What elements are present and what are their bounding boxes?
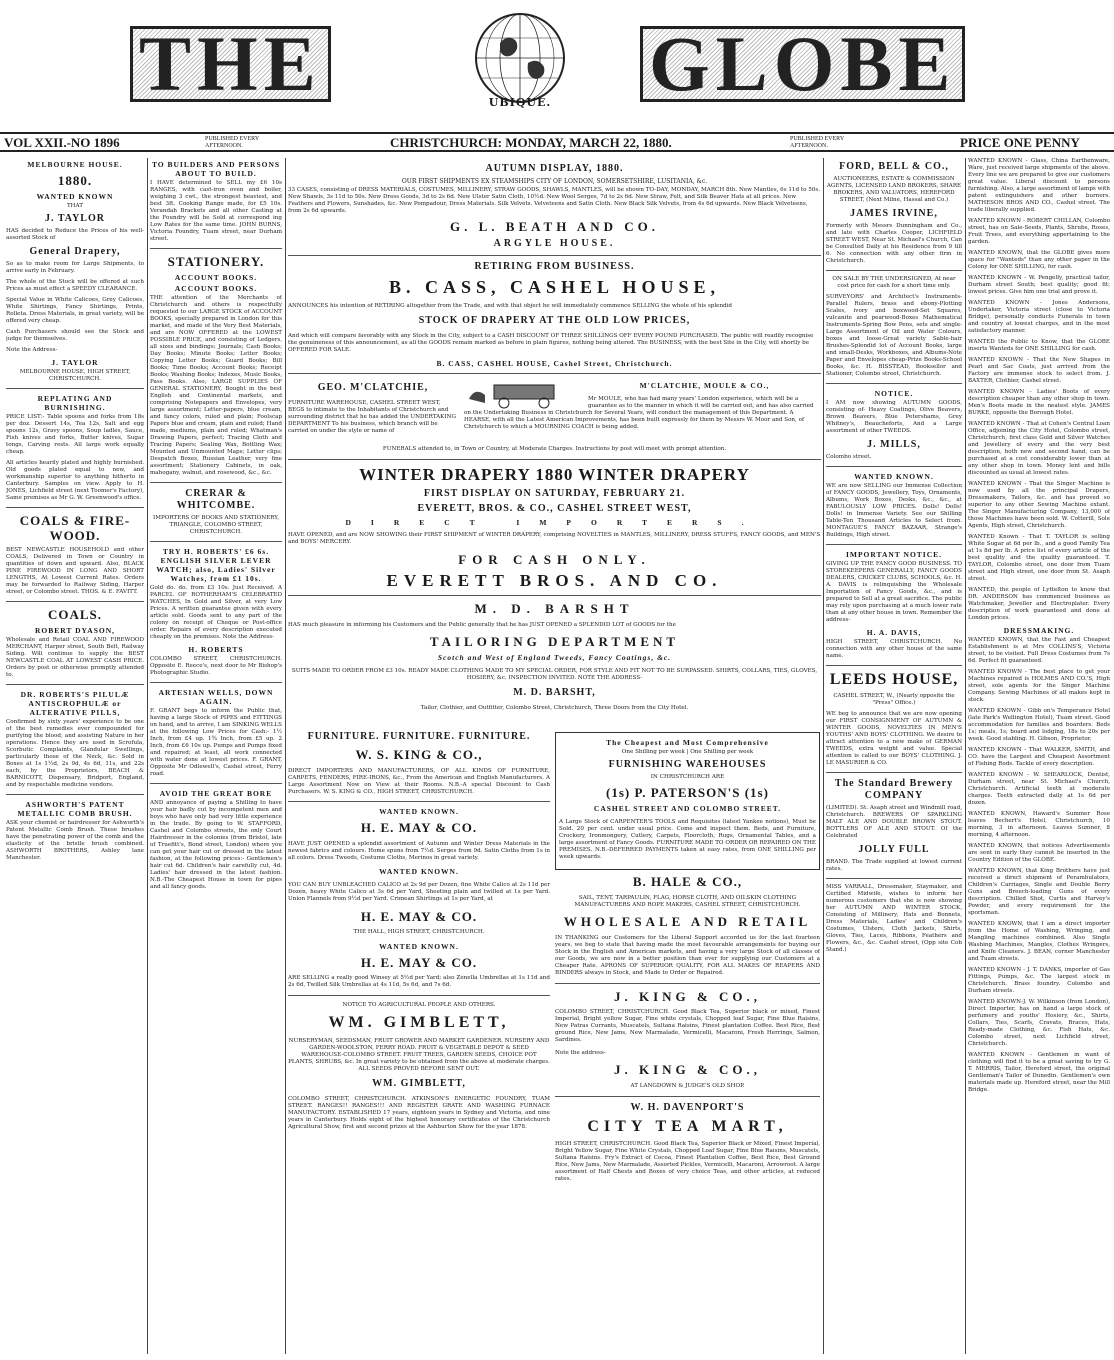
ad-text: YOU CAN BUY UNBLEACHED CALICO at 2s 9d per Dozen, fine White Calico at 2s 11d per Dozen, heavy White Calico at 3s 6d per Yard, Sheeting plain and twilled at 1s per Yard. Union Flannels from 9½d per Yard. Crimean Shirtings at 1s per Yard, at bbox=[288, 881, 550, 902]
wanted-notice: WANTED KNOWN - That the Singer Machine is now used by all the principal Drapers, Dressmakers, Tailors, &c. and has proved so superior to any other Sewing Machine extant. The Singer Manufacturing Company, 13,000 of those Machines have been sold. W. Cotterill, Sole Agents, High street, Christchurch. bbox=[968, 481, 1110, 529]
ad-heading: WANTED KNOWN. bbox=[379, 807, 459, 817]
ad-heading: H. E. MAY & CO. bbox=[360, 820, 478, 836]
ad-heading: WM. GIMBLETT, bbox=[372, 1078, 466, 1090]
ad-text: The whole of the Stock will be offered at such Prices as must effect a SPEEDY CLEARANCE. bbox=[6, 279, 144, 292]
ad-heading: JOLLY FULL bbox=[858, 844, 930, 855]
ad-heading: CRERAR & WHITCOMBE. bbox=[176, 488, 256, 511]
ad-heading: WHOLESALE AND RETAIL bbox=[563, 914, 812, 930]
ad-heading: ROBERT DYASON, bbox=[34, 626, 115, 635]
ad-heading: H. E. MAY & CO. bbox=[360, 954, 478, 970]
wanted-notice: WANTED KNOWN - W. SHEARLOCK, Dentist, Durham street, near St. Michael's Church, Christchurch. Artificial teeth at moderate charges. Teeth extracted daily at 1s 6d per dozen. bbox=[968, 772, 1110, 806]
wanted-notice: WANTED KNOWN-J. W. Wilkinson (from London), Direct Importer, has on hand a large stock of perfumery and youths' Hosiery, &c., Shirts, Collars, Ties, Scarfs, Cravats, Braces, Hats, Ready-made Clothing, &c. Fish Hats, &c. Colombo street, next Lichfield street, Christchurch. bbox=[968, 999, 1110, 1047]
wanted-notice: WANTED the Public to Know, that the GLOBE inserts Wanteds for ONE SHILLING for cash. bbox=[968, 339, 1110, 352]
ad-text: THE attention of the Merchants of Christchurch and others is respectfully requested to our LARGE STOCK of ACCOUNT BOOKS, specially prepared in London for this market, and made of the Very Best Materials, and are NOW OFFERED at the LOWEST POSSIBLE PRICE, and consisting of Ledgers, all sizes and bindings; Journals; Cash Books; Day Books; Minute Books; Letter Books; Copying Letter Books; Guard Books; Bill Books; Time Books; Account Books; Receipt Books; Washing Books; Indexes, Music Books, Pass Books. Also, LARGE SUPPLIES OF GENERAL STATIONERY, Bought in the best English and Continental markets, and comprising Notepapers and Envelopes, very large assortment; Letter-papers, blue cream, and fancy colors, ruled and plain; Foolscap Papers blue and cream, plain and ruled; Hand made, mediums, plain and ruled; Whatman's Drawing Papers, perfect; Tracing Cloth and Tracing Papers; Sealing Wax, Bottling Wax; Mounted and Unmounted Maps; Letter clips; Despatch Boxes, Russian Leather, very fine assortment; Stationery Cabinets, in oak, mahogany, walnut, and rosewood, &c., &c. bbox=[150, 295, 282, 476]
ad-text: HIGH STREET, CHRISTCHURCH. Good Black Tea, Superior Black or Mixed, Finest Imperial, Bright Yellow Sugar, Fine White Crystals, Chopped Loaf Sugar, Fine Blue Raisins, Muscatels, Sultana Raisins. Fry's Extract of Cocoa, Finest Plantation Coffee, Best Rice, Best Ground Rice, New Jams, New Marmalade, Assorted Pickles, Vermicelli, Macaroni, Arrowroot. A large assortment of Half Chests and Boxes of very choice Teas, and other articles, at reduced rates. bbox=[555, 1141, 820, 1183]
ad-heading: The Cheapest and Most Comprehensive bbox=[606, 738, 769, 747]
column-rule bbox=[285, 158, 286, 1354]
ad-text: AT LANGDOWN & JUDGE'S OLD SHOP. bbox=[630, 1082, 745, 1089]
ad-text: (LIMITED). St. Asaph street and Windmill road, Christchurch. BREWERS OF SPARKLING MALT ALE AND DOUBLE BROWN STOUT. BOTTLERS OF ALE AND STOUT. Of the Celebrated bbox=[826, 805, 962, 839]
ad-text: So as to make room for Large Shipments, to arrive early in February. bbox=[6, 261, 144, 274]
ad-text: CASHEL STREET, W., (Nearly opposite the "Press" Office.) bbox=[833, 693, 955, 706]
ad-heading: TAILORING DEPARTMENT bbox=[429, 634, 680, 650]
ad-heading: MELBOURNE HOUSE. bbox=[27, 160, 123, 169]
masthead-word-right bbox=[640, 20, 1100, 107]
wanted-notice: WANTED KNOWN - That at Cohen's Central Loan Office, adjoining the City Hotel, Colombo street, Christchurch, first class Gold and Silver Watches and Jewellery of every and the very best description, both new and second hand, can be purchased at a cost considerably lower than at any other shop in town. Money lent and bills discounted as usual at lowest rates. bbox=[968, 421, 1110, 476]
ad-heading: W. H. DAVENPORT'S bbox=[630, 1101, 745, 1113]
ad-heading: H. ROBERTS bbox=[188, 645, 244, 654]
wanted-notice: WANTED KNOWN - That WALKER, SMITH, and CO. have the Largest and Cheapest Assortment of Fishing Rods. Tackle of every description. bbox=[968, 747, 1110, 767]
ad-text: Formerly with Messrs Dunningham and Co., and late with Charles Cooper, LICHFIELD STREET WEST, Near St. Michael's Church, Can be Consulted Daily at his Residence from 9 till 6. No connection with any other firm in Christchurch. bbox=[826, 223, 962, 264]
column-2 bbox=[150, 158, 282, 1354]
column-3-lower bbox=[288, 728, 550, 1354]
ad-heading: TRY H. ROBERTS' £6 6s. ENGLISH SILVER LEVER WATCH; also, Ladies' Silver Watches, from £1 10s. bbox=[156, 547, 276, 583]
ad-heading: IMPORTANT NOTICE. bbox=[845, 550, 943, 559]
masthead-word-left bbox=[130, 20, 450, 107]
ad-text: MISS VARRALL, Dressmaker, Staymaker, and Certified Midwife, wishes to inform her numerous customers that she is now showing her AUTUMN AND WINTER STOCK, Consisting of Millinery, Hats and Bonnets, Dress Materials, Ladies' and Children's Costumes, Ulsters, Cloth Jackets, Shirts, Gloves, Ties, Laces, Ribbons, Feathers and Flowers, &c., &c. Cashel street, (Opp site Cob Stand.) bbox=[826, 884, 962, 953]
wanted-notice: WANTED KNOWN - Ladies' Boots of every description cheaper than any other shop in town. Men's Boots made in the neatest style. JAMES BURKE, opposite the Borough Hotel. bbox=[968, 389, 1110, 416]
ad-text: SAIL, TENT, TARPAULIN, FLAG, HORSE CLOTH, AND OILSKIN CLOTHING MANUFACTURERS AND ROPE MAKERS, CASHEL STREET, CHRISTCHURCH. bbox=[574, 894, 801, 908]
volume-number: VOL XXII.-NO 1896 bbox=[4, 135, 120, 150]
ad-text: COLOMBO STREET, CHRISTCHURCH. ATKINSON'S ENERGETIC FOUNDRY, TUAM STREET. RANGES!! RANGES!!! AND REGISTER GRATE AND WASHING FURNACE MANUFACTORY. ESTABLISHED 17 years, eighteen years in Sydney and Victoria, and nine years in Canterbury. Holds eight of the highest honorary certificates of the Christchurch Agricultural Show, first and second prizes at the Ashburton Show for the year 1878. bbox=[288, 1095, 550, 1130]
price: PRICE ONE PENNY bbox=[960, 135, 1080, 150]
ad-text: GIVING UP THE FANCY GOOD BUSINESS. TO STOREKEEPERS GENERALLY, FANCY GOODS DEALERS, CRICKET CLUBS, SCHOOLS, &c. H. A. DAVIS is relinquishing the Wholesale Importation of Fancy Goods, &c., and is prepared to Sell at a great sacrifice. The public may rely upon purchasing at a much lower rate than at any other house in town. Remember the address- bbox=[826, 561, 962, 623]
ad-heading: NOTICE. bbox=[874, 389, 914, 398]
ad-heading: RETIRING FROM BUSINESS. bbox=[474, 261, 635, 272]
ad-text: IN THANKING our Customers for the Liberal Support accorded us for the last fourteen years, we beg to state that having made the most favourable arrangements for buying our Stock in the English and American markets, and having a very large Stock of all classes of our Goods, we are now in a better position than ever for supplying our Customers at a Cheaper Rate. APRONS OF SUPERIOR QUALITY, FOR ALL MAKES OF REAPERS AND BINDERS always in Stock, and Made to Order or Repaired. bbox=[555, 934, 820, 976]
ad-text: AND annoyance of paying a Shilling to have your hair badly cut by incompetent men and boys who have only had very little experience in the trade. By going to W. STAFFORD, Cashel and Colombo streets, the only Court Hairdresser in the colonies (from Bristol, late of Truefitt's, Bond street, London) where you can get your hair cut or dressed in the latest fashion, at the following prices:- Gentlemen's hair cut 6d. Children's hair carefully cut, 4d. Ladies' hair dressed in the latest fashion. N.B.-The Cheapest House in town for pipes and all fancy goods. bbox=[150, 800, 282, 890]
ad-heading: H. A. DAVIS, bbox=[866, 628, 922, 637]
wanted-notice: WANTED KNOWN, that the GLOBE gives more space for "Wanteds" than any other paper in the Colony for ONE SHILLING, for cash. bbox=[968, 250, 1110, 270]
ad-text: FUNERALS attended to, in Town or Country, at Moderate Charges. Instructions by post will meet with prompt attention. bbox=[382, 446, 727, 453]
ad-text: HIGH STREET, CHRISTCHURCH. No connection with any other house of the same name. bbox=[826, 639, 962, 659]
ad-text: Note the address- bbox=[555, 1049, 606, 1056]
ad-heading: H. E. MAY & CO. bbox=[360, 908, 478, 924]
ad-heading: EVERETT BROS. AND CO. bbox=[386, 570, 723, 590]
ad-heading: GEO. M'CLATCHIE, bbox=[317, 382, 429, 394]
ad-heading: ASHWORTH'S PATENT METALLIC COMB BRUSH. bbox=[17, 800, 133, 818]
ad-heading: CASHEL STREET AND COLOMBO STREET. bbox=[593, 804, 782, 813]
ad-text: AUCTIONEERS, ESTATE & COMMISSION AGENTS, LICENSED LAND BROKERS, SHARE BROKERS, AND VALUATORS, HEREFORD STREET, (Next Milne, Hassal and Co.) bbox=[826, 176, 962, 203]
wanted-notice: WANTED KNOWN, that notices Advertisements are sent in early they cannot be inserted in the Country Edition of the GLOBE. bbox=[968, 843, 1110, 863]
wanted-notice: WANTED KNOWN, that King Brothers have just received a direct shipment of Perambulators, Children's Carriages, Single and Double Berry Guns and Breech-loading Guns of every description. Chilled Shot, Curtis and Harvey's Powder, and every requirement for the sportsman. bbox=[968, 868, 1110, 916]
ad-text: BRAND. The Trade supplied at lowest current rates. bbox=[826, 859, 962, 872]
ad-text: WE beg to announce that we are now opening our FIRST CONSIGNMENT OF AUTUMN & WINTER GOODS, NOVELTIES IN MEN'S YOUTHS' AND BOYS' CLOTHING. We desire to attract attention to a new make of GERMAN TWEEDS, extra weight and value. Special attention is called to our BOYS' CLOTHING. J. LE MASURIER & CO. bbox=[826, 711, 962, 766]
masthead-motto: UBIQUE. bbox=[488, 96, 552, 109]
ad-text: And which will compare favorably with any Stock in the City, subject to a CASH DISCOUNT OF THREE SHILLINGS OFF EVERY POUND PURCHASED. The public will readily recognise the genuineness of this announcement, as all the GOODS remain marked as before in plain figures, nothing being altered. The BUSINESS, with the best Site in the City, will shortly be OFFERED FOR SALE. bbox=[288, 332, 814, 353]
globe-icon bbox=[470, 8, 570, 108]
ad-heading: J. KING & CO., bbox=[614, 988, 761, 1004]
ad-text: DIRECT IMPORTERS AND MANUFACTURERS, OF ALL KINDS OF FURNITURE, CARPETS, FENDERS, FIRE-IRONS, &c., From the American and English Manufacturers. A Large Assortment Now on View at their Rooms. N.B.-A special Discount to Cash Purchasers. W. S. KING & CO., HIGH STREET, CHRISTCHURCH. bbox=[288, 767, 550, 795]
ad-text: 33 CASES, consisting of DRESS MATERIALS, COSTUMES, MILLINERY, STRAW GOODS, SHAWLS, MANTLES, will be shown TO-DAY, MONDAY, MARCH 8th. New Mantles, 6s 11d to 50s. New Shawls, 3s 11d to 50s. New Dress Goods, 3d to 2s 6d. New Ulster Satin Cloth, 10½d. New Wool Serges, 7d to 2s 6d. New Straw, Felt, and Silk Beaver Hats at all prices. New Feathers and Flowers, Sunshades, &c. New Pompadour, Dress Materials. Silk Velvets. Velveteens and Satin Cloth. New Black Silk Velvets, from 4s 6d upwards. New Black Velveteens, from 2s 6d upwards. bbox=[288, 187, 820, 214]
ad-text: THAT bbox=[66, 203, 84, 209]
ad-heading: WANTED KNOWN. bbox=[379, 941, 459, 951]
ad-heading: FURNISHING WAREHOUSES bbox=[608, 759, 767, 770]
wanted-notice: WANTED KNOWN - Gibb on's Temperance Hotel (late Park's Wellington Hotel), Tuam street. Good accommodation for families and boarders. Beds 1s; meals, 1s; board and lodging, 18s to 20s per week. Good stabling. H. Gibson, Proprietor. bbox=[968, 708, 1110, 742]
column-1 bbox=[6, 158, 144, 1354]
ad-heading: FORD, BELL & CO., bbox=[839, 161, 949, 172]
ad-text: Tailor, Clothier, and Outfitter, Colombo Street, Christchurch, Three Doors from the City Hotel. bbox=[420, 704, 689, 711]
ad-heading: LEEDS HOUSE, bbox=[829, 671, 959, 688]
masthead-right-text: GLOBE bbox=[640, 26, 965, 102]
ad-text: HAVE OPENED, and are NOW SHOWING their FIRST SHIPMENT of WINTER DRAPERY, comprising NOVELTIES in MANTLES, MILLINERY, DRESS STUFFS, FANCY GOODS, and MEN'S and BOYS' MERCERY. bbox=[288, 532, 821, 546]
ad-heading: COALS. bbox=[47, 607, 103, 622]
column-5 bbox=[826, 158, 962, 1354]
ad-text: ASK your chemist or hairdresser for Ashworth's Patent Metallic Comb Brush. These brushes have the penetrating power of the comb and the elasticity of the bristle brush combined. ASHWORTH BROTHERS, Ashley lane Manchester. bbox=[6, 820, 144, 861]
issue-date: CHRISTCHURCH: MONDAY, MARCH 22, 1880. bbox=[390, 135, 672, 150]
ad-text: Gold do. do. from £3 10s. Just Received. A PARCEL OF ROTHERHAM'S CELEBRATED WATCHES, In Gold and Silver, at very Low Prices. A written guarantee given with every article sold. Goods sent to any part of the colony on receipt of Cheque or Post-office order. Repairs of every description executed cheaply on the premises. Note the Address- bbox=[150, 585, 282, 640]
column-6 bbox=[968, 158, 1110, 1354]
ad-text: Note the Address- bbox=[6, 347, 58, 353]
ad-heading: COALS & FIRE-WOOD. bbox=[19, 513, 131, 543]
ad-heading: J. KING & CO., bbox=[614, 1062, 761, 1078]
wanted-notice: WANTED KNOWN, that the Fast and Cheapest Establishment is at Mrs COLLINS'S, Victoria street, to be visited. Full Dress Costumes from 7s 6d. Perfect fit guaranteed. bbox=[968, 637, 1110, 664]
ad-text: Mr MOULE, who has had many years' London experience, which will be a guarantee as to the manner in which it will be carried out, and has also carried on the Undertaking Business in Christchurch for Several Years, will conduct the management of this Department. A HEARSE, with all the Latest American Improvements, has been built expressly for them by Messrs W. Moor and Son, of Christchurch to which a MOURNING COACH is being added. bbox=[464, 395, 814, 430]
wanted-notice: WANTED KNOWN - That the New Shapes in Pearl and Sac Coats, just arrived from the Factory are immense stock to select from. J. BAXTER, Clothier, Cashel street. bbox=[968, 357, 1110, 384]
hearse-illustration bbox=[464, 379, 584, 409]
wanted-notice: WANTED Known - That T. TAYLOR is selling White Sugar at 6d per lb., and a good Family Tea at 1s 8d per lb. A price list of every article of the best quality and the quality guaranteed. T. TAYLOR, Colombo street, one door from Tuam street and High street, one door from St. Asaph street. bbox=[968, 534, 1110, 582]
ad-heading: M'CLATCHIE, MOULE & CO., bbox=[639, 381, 770, 391]
ad-heading: DIRECT IMPORTERS. bbox=[345, 517, 764, 527]
ad-heading: WM. GIMBLETT, bbox=[328, 1014, 510, 1032]
ad-text: MELBOURNE HOUSE, HIGH STREET, CHRISTCHURCH. bbox=[19, 369, 131, 382]
ad-text: Colombo street. bbox=[826, 454, 872, 460]
published-tag-left: PUBLISHED EVERY AFTERNOON. bbox=[205, 136, 259, 149]
wanted-notice: WANTED KNOWN, that I am a direct importer from the Home of Washing, Wringing, and Mangling machines combined. Also Single Washing Machines, Mangles, Clothes Wringers, and Knife Cleaners. J. BEAN, corner Manchester and Tuam streets. bbox=[968, 921, 1110, 962]
wanted-notice: WANTED KNOWN - Glass, China Earthenware, Ware, just received large shipments of the above. Every line we are prepared to give our customers great value. Liberal discount to persons furnishing. Also, a large assortment of lamps with patent extinguishers and other burners. MATHESON BROS AND CO., Cashel street. The trade liberally supplied. bbox=[968, 158, 1110, 213]
ad-text: SUITS MADE TO ORDER FROM £3 10s. READY MADE CLOTHING MADE TO MY SPECIAL ORDER, FOR STYLE AND FIT NOT TO BE SURPASSED. SHIRTS, COLLARS, TIES, GLOVES, HOSIERY, &c. INSPECTION INVITED. NOTE THE ADDRESS- bbox=[291, 667, 818, 681]
ad-heading: W. S. KING & CO., bbox=[355, 747, 483, 762]
ad-text: NOTICE TO AGRICULTURAL PEOPLE AND OTHERS. bbox=[342, 1001, 496, 1008]
ad-text: COLOMBO STREET, CHRISTCHURCH. Opposite E. Reece's, next door to Mr Bishop's Photographic Studio. bbox=[150, 656, 282, 676]
ad-heading: DRESSMAKING. bbox=[1003, 626, 1075, 635]
ad-text: FURNITURE WAREHOUSE, CASHEL STREET WEST, BEGS to intimate to the Inhabitants of Christchurch and surrounding district that he has added the UNDERTAKING DEPARTMENT To his business, which branch will be carried on under the style or name of bbox=[288, 399, 456, 434]
ad-text: A Large Stock of CARPENTER'S TOOLS and Requisites (latest Yankee notions), Must be Sold. 20 per cent. under usual price. Come and inspect them. Beds, and Furniture, Crockery, Ironmongery, Cutlery, Carpets, Floorcloth, Rugs, Ornamental Tables, and a large assortment of Fancy Goods. FURNITURE MADE TO ORDER OR REPAIRED ON THE PREMISES. N.B.-DEFERRED PAYMENTS taken at easy rates, from ONE SHILLING per week upwards. bbox=[559, 818, 816, 860]
ad-text: ON SALE BY THE UNDERSIGNED, At near cost price for cash for a short time only. bbox=[832, 276, 956, 289]
ad-text: Special Value in White Calicoes, Grey Calicoes, White Shirtings, Fancy Shirtings, Prints, Rolleta. Dress Materials, in great variety, will be offered very cheap. bbox=[6, 297, 144, 324]
ad-text: I HAVE determined to SELL my £6 10s RANGES, with cast-iron oven and boiler, weighing 3 cwt., the strongest heaviest, and best 3ft. Cooking Range made, for £5 10s. Verandah Brackets and all other Casting at the Foundry will be Sold at correspond ing Low Rates for the same time. JOHN BURNS, Victoria Foundry, Tuam street, near Durham street. bbox=[150, 180, 282, 242]
ad-heading: FIRST DISPLAY ON SATURDAY, FEBRUARY 21. bbox=[423, 487, 686, 499]
ad-text: HAS decided to Reduce the Prices of his well-assorted Stock of bbox=[6, 228, 144, 241]
ad-text: HAVE JUST OPENED a splendid assortment of Autumn and Winter Dress Materials in the newest fabrics and colours. Home spuns from 7½d. Serges from 9d. Satin Cloths from 1s in all colors. Dress Tweeds, Costume Cloths, Merinos in great variety. bbox=[288, 840, 550, 861]
ad-heading: ARTESIAN WELLS, DOWN AGAIN. bbox=[158, 688, 274, 706]
ad-heading: B. HALE & CO., bbox=[632, 874, 743, 890]
ad-heading: WANTED KNOWN. bbox=[379, 867, 459, 877]
wanted-notice: WANTED KNOWN - J. T. DANKS, importer of Gas Fittings, Pumps, &c. The largest stock in Christchurch. Brass foundry. Colombo and Durham streets. bbox=[968, 967, 1110, 994]
ad-heading: ACCOUNT BOOKS. bbox=[174, 273, 258, 282]
ad-text: ARE SELLING a really good Winsey at 5½d per Yard; also Zenella Umbrellas at 1s 11d and 2s 6d, Twilled Silk Umbrellas at 4s 11d, 5s 6d, and 7s 6d. bbox=[288, 975, 550, 989]
ad-text: IMPORTERS OF BOOKS AND STATIONERY, TRIANGLE, COLOMBO STREET, CHRISTCHURCH. bbox=[153, 515, 279, 535]
ad-text: HAS much pleasure in informing his Customers and the Public generally that he has JUST OPENED a SPLENDID LOT of GOODS for the bbox=[288, 621, 676, 628]
column-rule bbox=[147, 158, 148, 1354]
ad-heading: JAMES IRVINE, bbox=[850, 208, 938, 219]
ad-text: THE HALL, HIGH STREET, CHRISTCHURCH. bbox=[353, 929, 485, 936]
ad-text: NURSERYMAN, SEEDSMAN, FRUIT GROWER AND MARKET GARDENER. NURSERY AND GARDEN-WOOLSTON, FERRY ROAD. FRUIT & VEGETABLE DEPOT & SEED WAREHOUSE-COLOMBO STREET. FRUIT TREES, GARDEN SEEDS, CHOICE POT PLANTS, SHRUBS, &c. In great variety to be obtained from the above at moderate charges. ALL SEEDS PROVED BEFORE SENT OUT. bbox=[288, 1037, 550, 1072]
ad-heading: J. TAYLOR bbox=[45, 213, 105, 224]
ad-heading: The Standard Brewery COMPANY bbox=[834, 778, 954, 801]
ad-heading: STATIONERY. bbox=[167, 254, 265, 269]
wanted-notice: WANTED KNOWN - The best place to get your Machines repaired is HOLMES AND CO.'S, High street, sole agents for the Singer Machine Company. Sewing Machines of all makes kept in stock. bbox=[968, 669, 1110, 703]
masthead bbox=[0, 0, 1114, 110]
ad-heading: ARGYLE HOUSE. bbox=[493, 238, 616, 249]
column-4-lower bbox=[555, 728, 820, 1354]
ad-heading: CITY TEA MART, bbox=[587, 1117, 788, 1135]
ad-heading: FOR CASH ONLY. bbox=[458, 551, 651, 567]
published-tag-right: PUBLISHED EVERY AFTERNOON. bbox=[790, 136, 844, 149]
wanted-notice: WANTED KNOWN - W. Pengelly, practical tailor, Durham street South; best quality; good fit; lowest prices. Give him one trial and prove it. bbox=[968, 275, 1110, 295]
ad-heading: J. MILLS, bbox=[867, 439, 921, 450]
masthead-left-text: THE bbox=[130, 26, 331, 102]
ad-heading: EVERETT, BROS. & CO., CASHEL STREET WEST, bbox=[417, 502, 692, 514]
ad-text: Cash Purchasers should see the Stock and judge for themselves. bbox=[6, 329, 144, 342]
ad-heading: (1s) P. PATERSON'S (1s) bbox=[606, 785, 769, 800]
ad-heading: Scotch and West of England Tweeds, Fancy Coatings, &c. bbox=[437, 653, 672, 663]
ad-text: PRICE LIST:- Table spoons and forks from 18s per doz. Dessert 14s, Tea 12s, Salt and egg spoons 12s, Gravy spoons, Soup ladles, Sauce, Fish knives and forks, Butter knives, Sugar tongs, Carving rests. All large work equally cheap. bbox=[6, 414, 144, 455]
ad-text: Confirmed by sixty years' experience to be one of the best remedies ever compounded for purifying the blood, and assisting Nature in her operations. Hence they are used in Scrofula, Scorbutic Complaints, Glandular Swellings, particularly those of the Neck, &c. Sold in Boxes at 1s 1½d, 2s 9d, 4s 6d, 11s, and 22s each, by the Proprietors, BEACH & BARNICOTT, Dispensary, Bridport, England, and by respectable medicine vendors. bbox=[6, 719, 144, 788]
ad-text: ANNOUNCES his intention of RETIRING altogether from the Trade, and with that object he will immediately commence SELLING the whole of his splendid bbox=[288, 302, 733, 309]
ad-heading: WINTER DRAPERY 1880 WINTER DRAPERY bbox=[359, 464, 750, 484]
ad-heading: B. CASS, CASHEL HOUSE, Cashel Street, Christchurch. bbox=[436, 359, 673, 369]
ad-heading: J. TAYLOR bbox=[51, 358, 99, 367]
ad-heading: G. L. BEATH AND CO. bbox=[449, 219, 660, 234]
ad-heading: FURNITURE. FURNITURE. FURNITURE. bbox=[307, 731, 531, 742]
wanted-notice: WANTED KNOWN - Gentlemen in want of clothing will find it to be a great saving to try G. T. MERRIS, Tailor, Hereford street, the original Gentleman's Tailor of Dunedin. Gentlemen's own materials made up. Hereford street, near the Mill Bridge. bbox=[968, 1052, 1110, 1093]
ad-heading: REPLATING AND BURNISHING. bbox=[37, 394, 113, 412]
wanted-notice: WANTED KNOWN - ROBERT CHILLAN, Colombo street, has on Sale-Seeds, Plants, Shrubs, Roses, Fruit Trees, and everything appertaining to the garden. bbox=[968, 218, 1110, 245]
ad-heading: M. D. BARSHT, bbox=[513, 687, 596, 699]
ad-heading: ACCOUNT BOOKS. bbox=[174, 284, 258, 293]
ad-heading: STOCK OF DRAPERY AT THE OLD LOW PRICES, bbox=[418, 315, 691, 327]
column-rule bbox=[823, 158, 824, 1354]
ad-text: F. GRANT begs to inform the Public that, having a large Stock of PIPES and FITTINGS on hand, and to arrive, I am SINKING WELLS at the following Low Prices for Cash:- 1½ Inch, from £4 up. 1¾ Inch, from £5 up. 2 Inch, from £6 10s up. Pumps and Pumps fixed and repaired; at least, all work connected with water done at lowest prices. F. GRANT, Opposite Mr Odlewell's, Cashel street, Ferry road. bbox=[150, 708, 282, 777]
dateline bbox=[0, 132, 1114, 152]
ad-heading: AUTUMN DISPLAY, 1880. bbox=[485, 163, 624, 174]
ad-text: SURVEYORS' and Architect's Instruments-Parallel Rulers, brass and ebony-Plotting Scales, ivory and boxwood-Set Squares, vulcanite and pearwood-Boxes Mathematical Instruments-Spring Bow Pens, sets and single-Large Assortment of Oil and Water Colours, boxes and loose-Great variety Sable-hair Brushes-Splendid lot of Account Books, large and small-Desks, Workboxes, and Albums-Note Paper and Envelopes cheap-Prize Books-School Books, &c. H. BISSTEAD, Booksellor and Stationer, Colombo street, Christchurch. bbox=[826, 294, 962, 377]
ad-heading: 1880. bbox=[57, 173, 93, 188]
ad-text: Wholesale and Retail COAL AND FIREWOOD MERCHANT, Harper street, South Belt, Railway Siding. Will continue to supply the BEST NEWCASTLE COAL AT LOWEST CASH PRICE. Orders by post or otherwise promptly attended to. bbox=[6, 637, 144, 678]
wide-advertisements bbox=[288, 160, 821, 725]
ad-text: All articles hearily plated and highly burnished. Old goods plated equal to new, and workmanship superior to anything hitherto in Canterbury. Samples on view. Apply to H. JONES, Lichfield street (next Toomer's Factory), Same premises as Mr G. W. Greenwood's office. bbox=[6, 460, 144, 501]
ad-heading: WANTED KNOWN bbox=[36, 192, 114, 201]
ad-heading: B. CASS, CASHEL HOUSE, bbox=[388, 277, 721, 297]
ad-heading: General Drapery, bbox=[29, 246, 121, 257]
ad-text: WE are now SELLING our Immense Collection of FANCY GOODS, Jewellery, Toys, Ornaments, Albums, Work Boxes, Desks, &c., &c., at FABULOUSLY LOW PRICES. Dolls! Dolls! Dolls! in Immense Variety. See our Shilling Table-Ten Thousand Articles to Select from. MONTAGUE'S FANCY BAZAAR, Strange's Buildings, High street. bbox=[826, 483, 962, 538]
ad-heading: TO BUILDERS AND PERSONS ABOUT TO BUILD. bbox=[151, 160, 281, 178]
ad-heading: AVOID THE GREAT BORE bbox=[159, 789, 273, 798]
ad-heading: WANTED KNOWN. bbox=[854, 472, 934, 481]
ad-text: COLOMBO STREET, CHRISTCHURCH. Good Black Tea, Superior black or mixed, Finest Imperial, Bright yellow Sugar, Fine white crystals, Chopped loaf Sugar, Fine Blue Raisins, New Patras Currants, Muscatels, Sultana Raisins, Finest plantation Coffee. Best Rice, Best ground Rice, New Jams, New Marmalade, Vermicelli, Macaroni, Fresh Herrings, Salmon, Sardines. bbox=[555, 1009, 820, 1044]
ad-text: OUR FIRST SHIPMENTS EX STEAMSHIPS CITY OF LONDON, SOMERSETSHIRE, LUSITANIA, &c. bbox=[401, 178, 708, 185]
wanted-notice: WANTED KNOWN, Haward's Summer Rose leaves Bechert's Hotel, Christchurch, 10 morning, 3 in afternoon. Leaves Sumner, 8 morning, 4 afternoon. bbox=[968, 811, 1110, 838]
ad-text: I AM now showing AUTUMN GOODS, consisting of- Heavy Coatings, Olive Beavers, Brown Beavers, Blue Petershams, Grey Whitney's, Beaucheforts, And a Large assortment of other TWEEDS. bbox=[826, 400, 962, 434]
ad-heading: M. D. BARSHT bbox=[474, 600, 635, 616]
ad-heading: DR. ROBERTS'S PILULÆ ANTISCROPHULÆ or ALTERATIVE PILLS, bbox=[20, 690, 130, 717]
column-rule bbox=[965, 158, 966, 1354]
wanted-notice: WANTED, the people of Lyttelton to know that DR. ANDERSON has commenced business as Watchmaker, Jeweller and Electroplater. Every description of work guaranteed and done at London prices. bbox=[968, 587, 1110, 621]
paterson-advert bbox=[555, 732, 820, 870]
wanted-notice: WANTED KNOWN - Jones Andersons, Undertaker, Victoria street (close to Victoria Bridge), personally conducts Funerals in town and country at lowest charges, and in the most satisfactory manner. bbox=[968, 300, 1110, 334]
ad-text: IN CHRISTCHURCH ARE bbox=[650, 774, 725, 780]
ad-text: BEST NEWCASTLE HOUSEHOLD and other COALS, Delivered in Town or Country in quantities of down and upward. Also, BLACK PINE FIREWOOD IN LONG AND SHORT LENGTHS, At Lowest Current Rates. Orders may be forwarded to Railway Siding, Harper street, or Colombo street. THOS. & E. FAVITT. bbox=[6, 547, 144, 595]
ad-text: One Shilling per week | One Shilling per week bbox=[621, 749, 754, 755]
